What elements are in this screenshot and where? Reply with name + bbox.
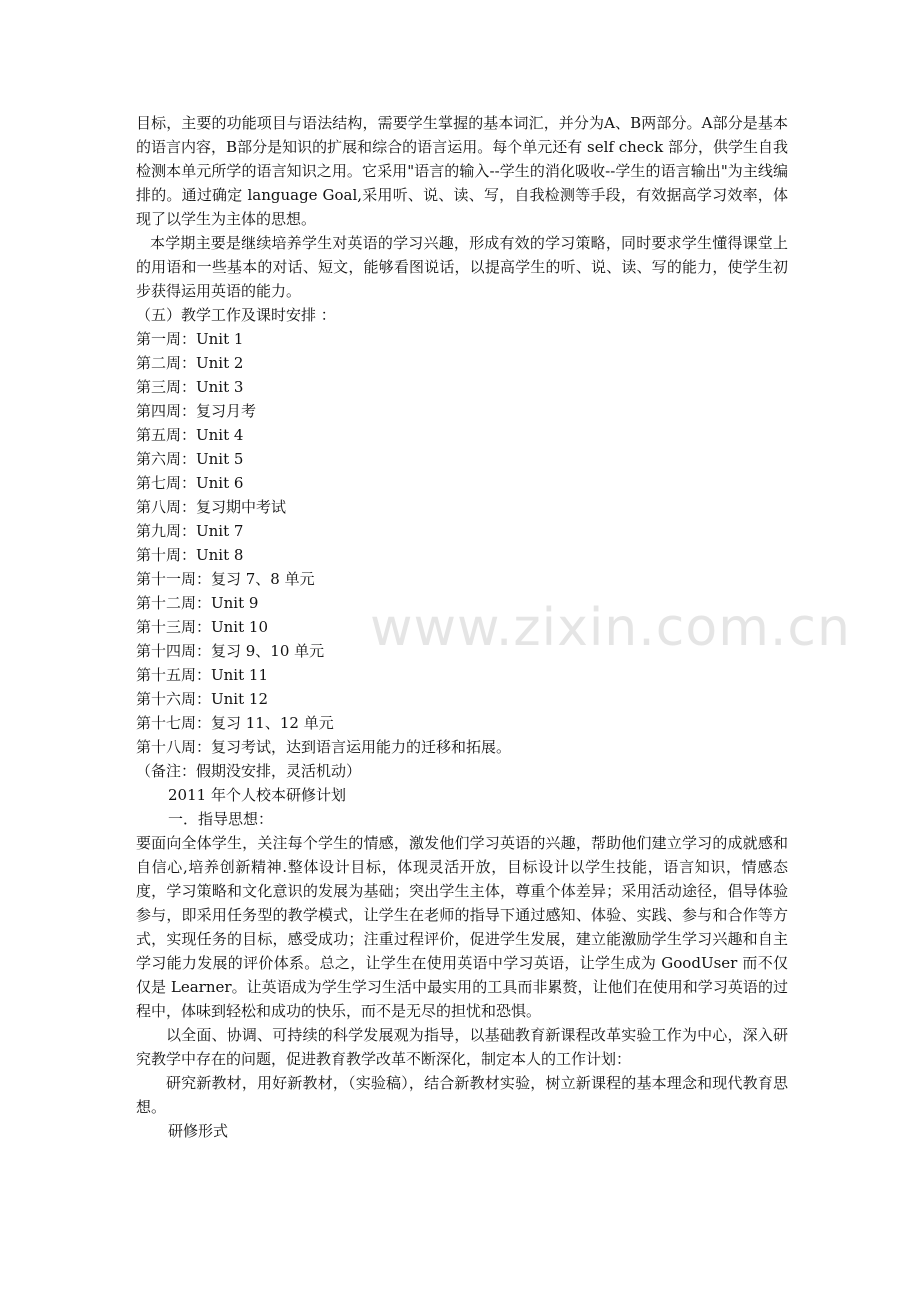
schedule-week: 第十八周：复习考试，达到语言运用能力的迁移和拓展。	[136, 738, 512, 756]
intro-paragraph: 目标，主要的功能项目与语法结构，需要学生掌握的基本词汇，并分为A、B两部分。A部分是基本的语言内容，B部分是知识的扩展和综合的语言运用。每个单元还有 self check 部分，供学生自我检测本单元所学的语言知识之用。它采用"语言的输入--学生的消化吸收--学生的语言输出"为主线编排的。通过确定 language Goal,采用听、说、读、写，自我检测等手段，有效据高学习效率，体现了以学生为主体的思想。	[136, 114, 788, 228]
schedule-week: 第十六周：Unit 12	[136, 690, 268, 708]
plan-title: 2011 年个人校本研修计划	[168, 786, 346, 804]
section-heading: 一．指导思想：	[168, 810, 274, 828]
schedule-week: 第十七周：复习 11、12 单元	[136, 714, 334, 732]
semester-paragraph: 本学期主要是继续培养学生对英语的学习兴趣，形成有效的学习策略，同时要求学生懂得课堂上的用语和一些基本的对话、短文，能够看图说话，以提高学生的听、说、读、写的能力，使学生初步获得运用英语的能力。	[136, 234, 788, 300]
development-paragraph: 以全面、协调、可持续的科学发展观为指导，以基础教育新课程改革实验工作为中心，深入研究教学中存在的问题，促进教育教学改革不断深化，制定本人的工作计划：	[136, 1026, 788, 1068]
schedule-week: 第四周：复习月考	[136, 402, 257, 420]
schedule-week: 第七周：Unit 6	[136, 474, 244, 492]
schedule-week: 第十三周：Unit 10	[136, 618, 268, 636]
watermark: www.zixin.com.cn	[370, 598, 851, 658]
schedule-week: 第十一周：复习 7、8 单元	[136, 570, 315, 588]
research-paragraph: 研究新教材，用好新教材，（实验稿），结合新教材实验，树立新课程的基本理念和现代教育思想。	[136, 1074, 788, 1116]
schedule-week: 第十二周：Unit 9	[136, 594, 259, 612]
schedule-week: 第十五周：Unit 11	[136, 666, 268, 684]
document-body	[136, 111, 788, 1143]
schedule-week: 第六周：Unit 5	[136, 450, 244, 468]
schedule-week: 第八周：复习期中考试	[136, 498, 287, 516]
guiding-paragraph: 要面向全体学生，关注每个学生的情感，激发他们学习英语的兴趣，帮助他们建立学习的成就感和自信心,培养创新精神.整体设计目标，体现灵活开放，目标设计以学生技能，语言知识，情感态度，学习策略和文化意识的发展为基础；突出学生主体，尊重个体差异；采用活动途径，倡导体验参与，即采用任务型的教学模式，让学生在老师的指导下通过感知、体验、实践、参与和合作等方式，实现任务的目标，感受成功；注重过程评价，促进学生发展，建立能激励学生学习兴趣和自主学习能力发展的评价体系。总之，让学生在使用英语中学习英语，让学生成为 GoodUser 而不仅仅是 Learner。让英语成为学生学习生活中最实用的工具而非累赘，让他们在使用和学习英语的过程中，体味到轻松和成功的快乐，而不是无尽的担忧和恐惧。	[136, 834, 788, 1020]
schedule-week: 第三周：Unit 3	[136, 378, 244, 396]
schedule-week: 第十四周：复习 9、10 单元	[136, 642, 325, 660]
schedule-week: 第九周：Unit 7	[136, 522, 244, 540]
schedule-heading: （五）教学工作及课时安排 ：	[136, 306, 336, 324]
schedule-week: 第十周：Unit 8	[136, 546, 244, 564]
schedule-list	[136, 327, 788, 759]
schedule-week: 第五周：Unit 4	[136, 426, 244, 444]
schedule-week: 第二周：Unit 2	[136, 354, 244, 372]
schedule-week: 第一周：Unit 1	[136, 330, 244, 348]
schedule-note: （备注：假期没安排，灵活机动）	[136, 762, 362, 780]
form-heading: 研修形式	[168, 1122, 229, 1140]
